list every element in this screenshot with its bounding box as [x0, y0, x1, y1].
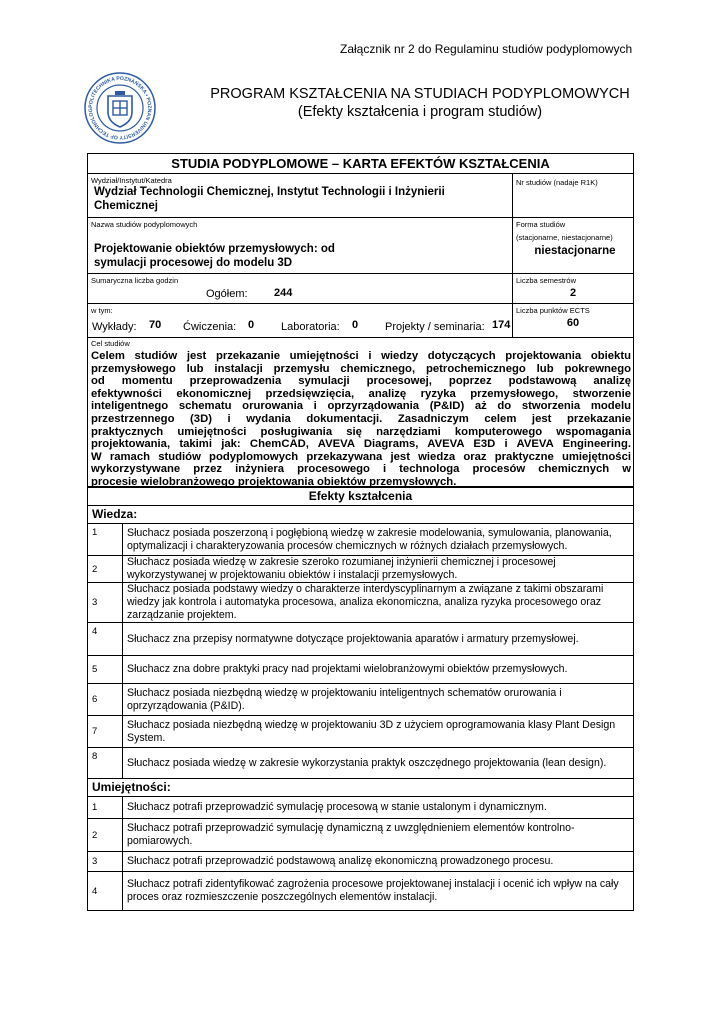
- knowledge-outcome-text: Słuchacz posiada wiedzę w zakresie wykorzystania praktyk oszczędnego projektowania (lean design).: [123, 748, 634, 779]
- skill-outcome-text: Słuchacz potrafi przeprowadzić symulację dynamiczną z uwzględnieniem elementów kontrolno-pomiarowych.: [123, 819, 634, 852]
- page-title: PROGRAM KSZTAŁCENIA NA STUDIACH PODYPLOMOWYCH: [210, 86, 630, 102]
- svg-text:POLITECHNIKA POZNAŃSKA • POZNA: [84, 72, 152, 140]
- knowledge-outcome-text: Słuchacz posiada niezbędną wiedzę w projektowaniu inteligentnych schematów orurowania i oprzyrządowania (P&ID).: [123, 684, 634, 716]
- skill-outcome-text: Słuchacz potrafi przeprowadzić podstawową analizę ekonomiczną prowadzonego procesu.: [123, 852, 634, 872]
- knowledge-outcome-row: [88, 656, 634, 684]
- knowledge-outcome-text: Słuchacz zna przepisy normatywne dotyczące projektowania aparatów i armatury przemysłowej.: [123, 623, 634, 656]
- knowledge-outcome-number: 2: [88, 556, 123, 583]
- lectures-value: 70: [149, 319, 162, 331]
- skill-outcome-number: 1: [88, 797, 123, 819]
- semesters-label: Liczba semestrów: [516, 276, 577, 285]
- study-number-label: Nr studiów (nadaje R1K): [516, 178, 598, 187]
- knowledge-outcome-number: 1: [88, 524, 123, 556]
- labs-value: 0: [352, 319, 359, 331]
- study-goal-line: projektowania, takimi jak: ChemCAD, AVEVA Diagrams, AVEVA E3D i AVEVA Engineering.: [91, 438, 631, 451]
- study-name-value: Projektowanie obiektów przemysłowych: od symulacji procesowej do modelu 3D: [94, 243, 335, 269]
- knowledge-outcome-text: Słuchacz zna dobre praktyki pracy nad projektami wielobranżowymi obiektów przemysłowych.: [123, 656, 634, 684]
- total-hours-value: 244: [274, 287, 293, 299]
- knowledge-outcome-row: [88, 524, 634, 556]
- lectures-label: Wykłady:: [92, 321, 137, 333]
- projects-label: Projekty / seminaria:: [385, 321, 485, 333]
- skills-section-label: Umiejętności:: [88, 779, 634, 797]
- knowledge-outcome-number: 3: [88, 583, 123, 623]
- study-form-label: Forma studiów: [516, 220, 566, 229]
- knowledge-outcome-text: Słuchacz posiada poszerzoną i pogłębioną wiedzę w zakresie modelowania, symulowania, planowania, optymalizacji i charakteryzowania procesów chemicznych w różnych działach przemysłowych.: [123, 524, 634, 556]
- outcomes-header: Efekty kształcenia: [88, 488, 634, 506]
- knowledge-outcome-number: 7: [88, 716, 123, 748]
- semesters-value: 2: [569, 287, 577, 299]
- skill-outcome-text: Słuchacz potrafi zidentyfikować zagrożenia procesowe projektowanej instalacji i ocenić ich wpływ na cały proces oraz rozmieszczenie poszczególnych elementów instalacji.: [123, 872, 634, 911]
- including-label: w tym:: [91, 306, 113, 315]
- knowledge-outcome-row: [88, 623, 634, 656]
- goal-label: Cel studiów: [91, 339, 130, 348]
- skill-outcome-row: [88, 852, 634, 872]
- knowledge-outcome-number: 8: [88, 748, 123, 779]
- total-hours-label: Ogółem:: [206, 288, 248, 300]
- knowledge-outcome-text: Słuchacz posiada podstawy wiedzy o charakterze interdyscyplinarnym a związane z takimi obszarami wiedzy jak kontrola i automatyka procesowa, analiza ekonomiczna, analiza ryzyka procesowego oraz zarządzanie projektem.: [123, 583, 634, 623]
- skill-outcome-row: [88, 797, 634, 819]
- knowledge-outcome-row: [88, 748, 634, 779]
- knowledge-outcome-row: [88, 684, 634, 716]
- projects-value: 174: [492, 319, 511, 331]
- skill-outcome-number: 2: [88, 819, 123, 852]
- skill-outcome-text: Słuchacz potrafi przeprowadzić symulację procesową w stanie ustalonym i dynamicznym.: [123, 797, 634, 819]
- knowledge-outcome-row: [88, 583, 634, 623]
- study-goal-line: od momentu przeprowadzenia symulacji procesowej, poprzez podstawową analizę: [91, 375, 631, 388]
- study-goal-line: praktycznych umiejętności posługiwania się narzędziami komputerowego wspomagania: [91, 425, 631, 438]
- skill-outcome-row: [88, 872, 634, 911]
- knowledge-outcome-text: Słuchacz posiada niezbędną wiedzę w projektowaniu 3D z użyciem oprogramowania klasy Plant Design System.: [123, 716, 634, 748]
- study-goal-line: wykorzystywane przez inżyniera procesowego i technologa procesów chemicznych w: [91, 463, 631, 476]
- study-goal-line: Celem studiów jest przekazanie umiejętności i wiedzy dotyczących projektowania obiektu: [91, 350, 631, 362]
- card-title: STUDIA PODYPLOMOWE – KARTA EFEKTÓW KSZTAŁCENIA: [171, 156, 550, 171]
- outcomes-card: [87, 153, 634, 487]
- study-goal-line: przemysłowego lub instalacji przemysłu chemicznego, petrochemicznego lub pokrewnego: [91, 362, 631, 375]
- study-goal-line: W ramach studiów podyplomowych przekazywana jest wiedza oraz praktyczne umiejętności: [91, 450, 631, 463]
- study-goal-line: procesie wielobranżowego projektowania obiektów przemysłowych.: [91, 475, 457, 488]
- page-subtitle: (Efekty kształcenia i program studiów): [297, 104, 543, 120]
- study-form-value: niestacjonarne: [534, 245, 616, 257]
- ects-value: 60: [566, 317, 580, 329]
- study-name-label: Nazwa studiów podyplomowych: [91, 220, 198, 229]
- study-goal-line: inteligentnego schematu orurowania i oprzyrządowania (P&ID) aż do stworzenia modelu: [91, 400, 631, 413]
- ects-label: Liczba punktów ECTS: [516, 306, 590, 315]
- faculty-label: Wydział/Instytut/Katedra: [91, 176, 172, 185]
- knowledge-outcome-text: Słuchacz posiada wiedzę w zakresie szeroko rozumianej inżynierii chemicznej i procesowej wykorzystywanej w projektowaniu obiektów i instalacji przemysłowych.: [123, 556, 634, 583]
- study-form-sublabel: (stacjonarne, niestacjonarne): [516, 233, 613, 242]
- knowledge-outcome-row: [88, 716, 634, 748]
- faculty-value: Wydział Technologii Chemicznej, Instytut Technologii i Inżynierii Chemicznej: [94, 186, 445, 212]
- attachment-note: Załącznik nr 2 do Regulaminu studiów podyplomowych: [340, 42, 633, 56]
- exercises-label: Ćwiczenia:: [183, 321, 237, 333]
- labs-label: Laboratoria:: [281, 321, 340, 333]
- exercises-value: 0: [248, 319, 255, 331]
- logo-ring-text: POLITECHNIKA POZNAŃSKA • POZNAN UNIVERSITY OF TECHNOLOG: [87, 75, 153, 141]
- knowledge-outcome-number: 4: [88, 623, 123, 656]
- skill-outcome-number: 4: [88, 872, 123, 911]
- university-logo: [84, 72, 156, 144]
- study-goal-line: efektywności ekonomicznej przedsięwzięcia, analizę ryzyka przemysłowego, stworzenie: [91, 387, 631, 400]
- knowledge-outcome-number: 6: [88, 684, 123, 716]
- skill-outcome-number: 3: [88, 852, 123, 872]
- knowledge-section-label: Wiedza:: [88, 506, 634, 524]
- knowledge-outcome-row: [88, 556, 634, 583]
- skill-outcome-row: [88, 819, 634, 852]
- knowledge-outcome-number: 5: [88, 656, 123, 684]
- study-goal-text: [91, 350, 631, 489]
- hours-label: Sumaryczna liczba godzin: [91, 276, 179, 285]
- study-goal-line: przestrzennego (3D) i wydania dokumentacji. Zasadniczym celem jest przekazanie: [91, 412, 631, 425]
- learning-outcomes-table: [87, 487, 634, 911]
